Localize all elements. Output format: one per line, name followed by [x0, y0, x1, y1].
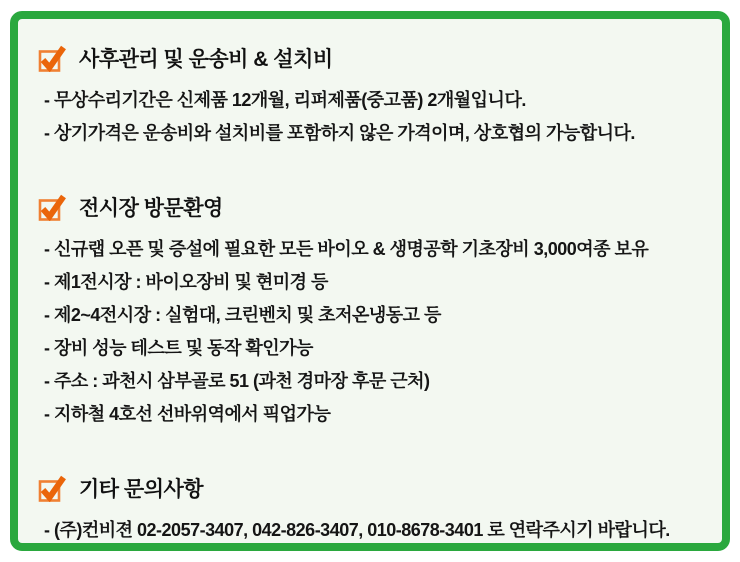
section-title: 사후관리 및 운송비 & 설치비: [79, 48, 333, 71]
notice-line: - 장비 성능 테스트 및 동작 확인가능: [44, 338, 313, 358]
section-body: [38, 514, 704, 547]
checkbox-check-icon: [38, 475, 66, 502]
section-title: 전시장 방문환영: [79, 197, 223, 220]
section-heading: [38, 473, 704, 503]
section-body: [38, 233, 704, 431]
notice-line: - (주)컨비젼 02-2057-3407, 042-826-3407, 010-8678-3401 로 연락주시기 바랍니다.: [44, 520, 670, 540]
checkbox-check-icon: [38, 194, 66, 221]
notice-line: - 제1전시장 : 바이오장비 및 현미경 등: [44, 272, 328, 292]
checkbox-check-icon: [38, 45, 66, 72]
section-other-inquiries: [38, 473, 704, 547]
notice-line: - 상기가격은 운송비와 설치비를 포함하지 않은 가격이며, 상호협의 가능합니다.: [44, 123, 635, 143]
section-body: [38, 84, 704, 150]
section-heading: [38, 43, 704, 73]
section-showroom-visit: [38, 192, 704, 431]
section-heading: [38, 192, 704, 222]
notice-line: - 무상수리기간은 신제품 12개월, 리퍼제품(중고품) 2개월입니다.: [44, 90, 526, 110]
notice-line: - 주소 : 과천시 삼부골로 51 (과천 경마장 후문 근처): [44, 371, 430, 391]
section-aftercare-shipping: [38, 43, 704, 150]
section-title: 기타 문의사항: [79, 478, 204, 501]
notice-line: - 제2~4전시장 : 실험대, 크린벤치 및 초저온냉동고 등: [44, 305, 441, 325]
notice-line: - 신규랩 오픈 및 증설에 필요한 모든 바이오 & 생명공학 기초장비 3,000여종 보유: [44, 239, 649, 259]
notice-line: - 지하철 4호선 선바위역에서 픽업가능: [44, 404, 331, 424]
notice-card: [10, 11, 730, 551]
